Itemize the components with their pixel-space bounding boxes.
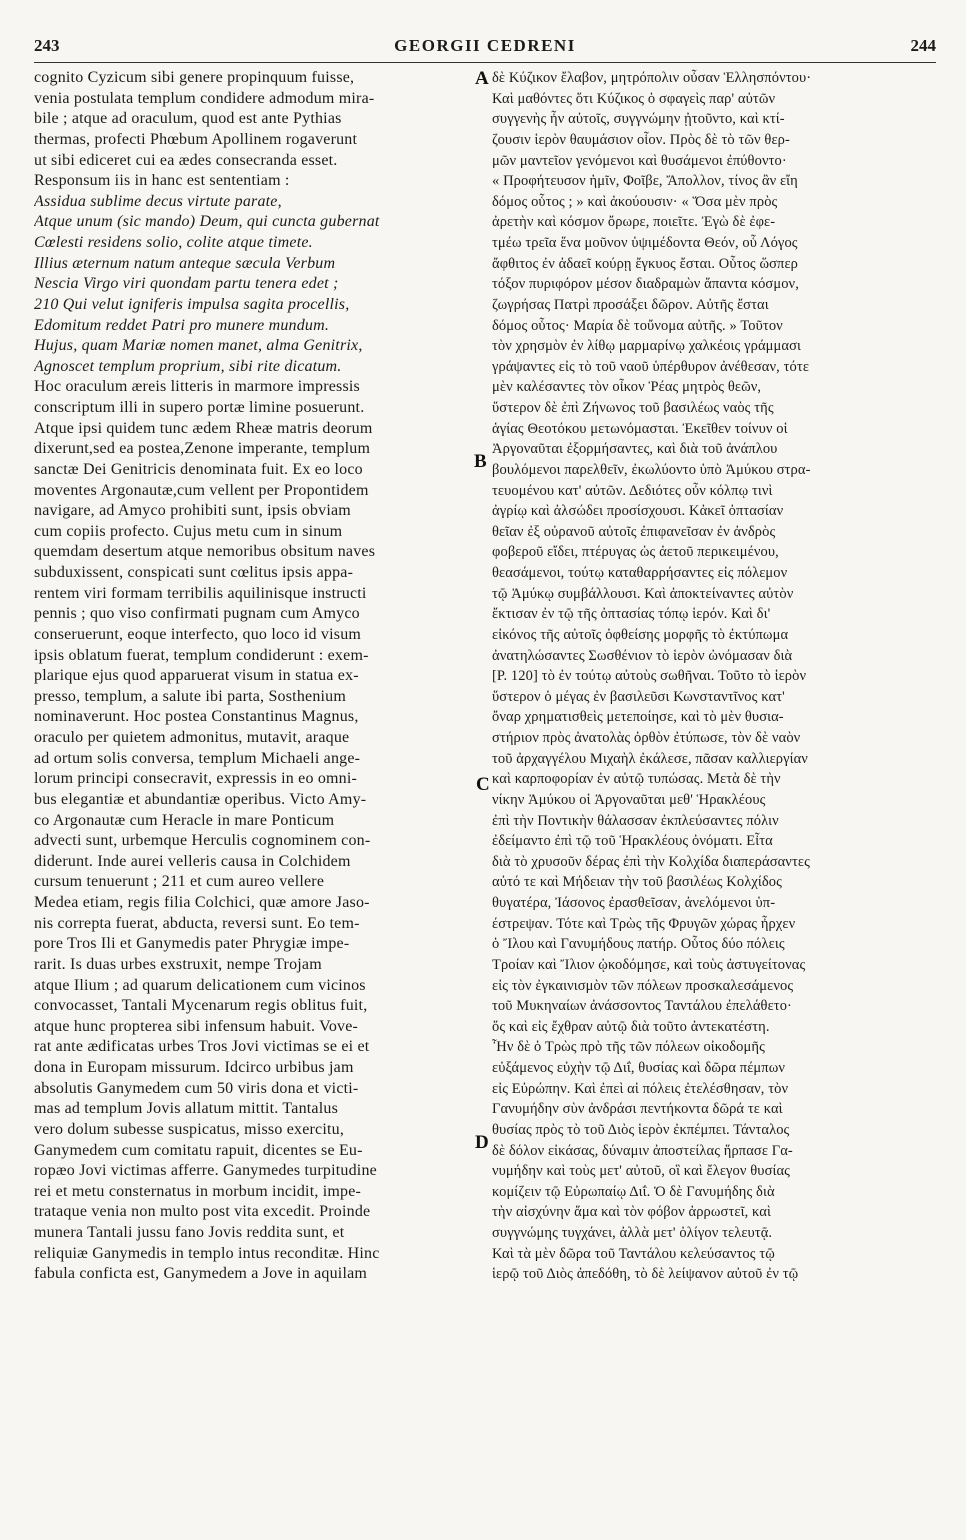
greek-text-line: ἀρετὴν καὶ κόσμον ὄρωρε, ποιεῖτε. Ἐγὼ δὲ ἐφε- <box>492 214 776 231</box>
latin-text-line: atque Ilium ; ad quarum delicationem cum vicinos <box>34 976 366 994</box>
greek-text-line: ὕστερον ὁ μέγας ἐν βασιλεῦσι Κωνσταντῖνος κατ' <box>492 688 785 705</box>
latin-text-line: Responsum iis in hanc est sententiam : <box>34 172 290 190</box>
greek-text-line: ἀγρίῳ καὶ ἀλσώδει προσίσχουσι. Κἀκεῖ ὀπτασίαν <box>492 503 784 520</box>
page-header <box>34 36 936 58</box>
greek-text-line: έστρεψαν. Τότε καὶ Τρὼς τῆς Φρυγῶν χώρας ἦρχεν <box>492 915 796 932</box>
latin-text-line: quemdam desertum atque nemoribus obsitum naves <box>34 543 376 561</box>
latin-text-line: fabula conficta est, Ganymedem a Jove in aquilam <box>34 1265 368 1283</box>
margin-letter-d: D <box>475 1132 489 1153</box>
latin-text-line: rentem viri formam terribilis aquilinisque instructi <box>34 584 367 602</box>
latin-text-line: ipsis oblatum fuerat, templum condiderunt : exem- <box>34 646 369 664</box>
greek-text-line: « Προφήτευσον ἡμῖν, Φοῖβε, Ἄπολλον, τίνος ἂν εἴη <box>492 173 798 190</box>
greek-text-line: ὅς καὶ εἰς ἔχθραν αὐτῷ διὰ τοῦτο ἀντεκατέστη. <box>492 1018 770 1035</box>
latin-text-line: Hujus, quam Mariæ nomen manet, alma Genitrix, <box>34 337 363 355</box>
latin-text-line: dixerunt,sed ea postea,Zenone imperante, templum <box>34 440 371 458</box>
greek-text-line: εὐξάμενος εὐχὴν τῷ Διΐ, θυσίας καὶ δῶρα πέμπων <box>492 1060 786 1076</box>
greek-text-line: ὁ Ἴλου καὶ Γανυμήδους πατήρ. Οὗτος δύο πόλεις <box>492 936 785 953</box>
greek-text-line: συγγενὴς ἦν αὐτοῖς, συγγνώμην ᾐτοῦντο, καὶ κτί- <box>492 111 785 128</box>
greek-text-line: θυσίας πρὸς τὸ τοῦ Διὸς ἱερὸν ἐκπέμπει. Τάνταλος <box>492 1121 790 1138</box>
greek-text-line: τόξον πυριφόρον μέσον διαδραμὼν ἅπαντα κόσμον, <box>492 276 799 293</box>
greek-text-line: διὰ τὸ χρυσοῦν δέρας ἐπὶ τὴν Κολχίδα διαπεράσαντες <box>492 853 810 870</box>
latin-text-line: bile ; atque ad oraculum, quod est ante Pythias <box>34 110 342 128</box>
latin-text-line: 210 Qui velut igniferis impulsa sagita procellis, <box>34 295 350 313</box>
greek-text-line: μῶν μαντεῖον γενόμενοι καὶ θυσάμενοι ἐπύθοντο· <box>492 152 787 169</box>
greek-text-line: τευομένου κατ' αὐτῶν. Δεδιότες οὖν κόλπῳ τινὶ <box>492 482 773 499</box>
margin-letter-c: C <box>476 774 490 795</box>
latin-text-line: munera Tantali jussu fano Jovis reddita sunt, et <box>34 1224 345 1241</box>
greek-text-line: θεῖαν ἐξ οὐρανοῦ αὐτοῖς ἐπιφανεῖσαν ἐν ἀνδρὸς <box>492 523 776 540</box>
greek-text-line: καὶ καρποφορίαν ἐν αὐτῷ τυπώσας. Μετὰ δὲ τὴν <box>492 771 781 788</box>
latin-text-line: ut sibi ediceret cui ea ædes consecranda esset. <box>34 151 338 169</box>
latin-text-line: advecti sunt, urbemque Herculis cognominem con- <box>34 832 371 850</box>
greek-text-line: Ἀργοναῦται ἐξορμήσαντες, καὶ διὰ τοῦ ἀνάπλου <box>492 441 778 458</box>
greek-text-line: Καὶ μαθόντες ὅτι Κύζικος ὁ σφαγεὶς παρ' αὐτῶν <box>492 90 776 107</box>
greek-text-line: ὕστερον δὲ ἐπὶ Ζήνωνος τοῦ βασιλέως ναὸς τῆς <box>492 400 774 416</box>
latin-text-line: sanctæ Dei Genitricis denominata fuit. Ex eo loco <box>34 460 363 478</box>
latin-text-line: oraculo per quietem admonitus, mutavit, araque <box>34 729 350 746</box>
greek-text-line: δόμος οὗτος· Μαρία δὲ τοὔνομα αὐτῆς. » Τοῦτον <box>492 317 783 334</box>
greek-text-line: ἐδείμαντο ἐπὶ τῷ τοῦ Ἡρακλέους ὀνόματι. Εἶτα <box>492 833 773 850</box>
latin-text-line: conseruerunt, eoque interfecto, quo loco id visum <box>34 625 362 643</box>
greek-text-line: Ἦν δὲ ὁ Τρὼς πρὸ τῆς τῶν πόλεων οἰκοδομῆς <box>492 1039 765 1056</box>
greek-text-line: ἀνατηλώσαντες Σωσθένιον τὸ ἱερὸν ὠνόμασαν διὰ <box>492 647 793 664</box>
greek-text-line: ζωγρήσας Πατρὶ προσάξει δῶρον. Αὐτῆς ἔσται <box>492 296 769 313</box>
latin-text-line: rarit. Is duas urbes exstruxit, nempe Trojam <box>34 955 322 973</box>
latin-text-line: Cœlesti residens solio, colite atque timete. <box>34 234 313 251</box>
greek-text-line: ἄφθιτος ἐν ἀδαεῖ κούρῃ ἔγκυος ἔσται. Οὗτος ὥσπερ <box>492 255 799 272</box>
latin-text-line: trataque venia non multo post vita excedit. Proinde <box>34 1203 371 1221</box>
latin-text-line: diderunt. Inde aurei velleris causa in Colchidem <box>34 852 351 870</box>
greek-text-line: ὄναρ χρηματισθεὶς μετεποίησε, καὶ τὸ μὲν θυσια- <box>492 709 784 726</box>
latin-text-line: presso, templum, a salute ibi parta, Sosthenium <box>34 687 347 705</box>
latin-text-line: vero dolum subesse suspicatus, misso exercitu, <box>34 1120 345 1138</box>
latin-text-line: thermas, profecti Phœbum Apollinem rogaverunt <box>34 130 358 148</box>
margin-letter-a: A <box>475 68 489 89</box>
greek-text-line: βουλόμενοι παρελθεῖν, ἐκωλύοντο ὑπὸ Ἀμύκου στρα- <box>492 461 811 478</box>
greek-text-line: ἁγίας Θεοτόκου μετωνόμασται. Ἐκεῖθεν τοίνυν οἱ <box>492 420 788 437</box>
latin-text-line: bus elegantiæ et abundantiæ operibus. Victo Amy- <box>34 790 367 808</box>
latin-text-line: pennis ; quo viso confirmati pugnam cum Amyco <box>34 605 360 623</box>
greek-text-line: στήριον πρὸς ἀνατολὰς ὀρθὸν ἐτύπωσε, τὸν δὲ ναὸν <box>492 730 801 746</box>
latin-text-line: dona in Europam missurum. Idcirco urbibus jam <box>34 1059 354 1076</box>
greek-text-line: αὐτό τε καὶ Μήδειαν τὴν τοῦ βασιλέως Κολχίδος <box>492 874 783 891</box>
page-number-right: 244 <box>910 36 936 55</box>
latin-text-line: nominaverunt. Hoc postea Constantinus Magnus, <box>34 708 359 726</box>
greek-column <box>492 68 940 1285</box>
latin-text-line: lorum principi consecravit, expressis in eo omni- <box>34 770 358 788</box>
greek-text-line: μὲν καλέσαντες τὸν οἶκον Ῥέας μητρὸς θεῶν, <box>492 379 762 396</box>
latin-text-line: pore Tros Ili et Ganymedis pater Phrygiæ impe- <box>34 935 350 953</box>
latin-text-line: Atque ipsi quidem tunc ædem Rheæ matris deorum <box>34 419 373 437</box>
latin-text-line: ad ortum solis conversa, templum Michaeli ange- <box>34 749 361 767</box>
greek-text-line: φοβεροῦ εἴδει, πτέρυγας ὡς ἀετοῦ περικειμένου, <box>492 544 779 561</box>
greek-text-line: ἐπὶ τὴν Ποντικὴν θάλασσαν ἐκπλεύσαντες πόλιν <box>492 812 779 829</box>
greek-text-line: συγγνώμης τυγχάνει, ἀλλὰ μετ' ὀλίγον τελευτᾷ. <box>492 1225 773 1241</box>
latin-text-line: Edomitum reddet Patri pro munere mundum. <box>34 316 330 334</box>
greek-text-line: τὴν αἰσχύνην ἅμα καὶ τὸν φόβον ἀρρωστεῖ, καὶ <box>492 1204 771 1221</box>
page-number-left: 243 <box>34 36 60 55</box>
latin-text-line: Ganymedem cum comitatu rapuit, dicentes se Eu- <box>34 1141 363 1159</box>
latin-text-line: rat ante ædificatas urbes Tros Jovi victimas se ei et <box>34 1038 370 1056</box>
greek-text-line: γράψαντες εἰς τὸ τοῦ ναοῦ ὑπέρθυρον ἀνέθεσαν, τότε <box>492 358 810 375</box>
margin-letter-b: B <box>474 451 487 472</box>
greek-text-line: τοῦ Μυκηναίων ἀνάσσοντος Ταντάλου ἐπελάθετο· <box>492 998 792 1015</box>
greek-text-line: ἔκτισαν ἐν τῷ τῆς ὀπτασίας τόπῳ ἱερόν. Καὶ δι' <box>492 606 771 623</box>
greek-text-line: τὸν χρησμὸν ἐν λίθῳ μαρμαρίνῳ χαλκέοις γράμμασι <box>492 338 802 355</box>
latin-text-line: conscriptum illi in supero portæ limine posuerunt. <box>34 399 365 416</box>
greek-text-line: νυμήδην καὶ τοὺς μετ' αὐτοῦ, οἳ καὶ ἔλεγον θυσίας <box>492 1163 791 1180</box>
latin-text-line: Nescia Virgo viri quondam partu tenera edet ; <box>34 275 339 293</box>
greek-text-line: εἰς Εὐρώπην. Καὶ ἐπεὶ αἱ πόλεις ἐτελέσθησαν, τὸν <box>492 1080 789 1097</box>
greek-text-line: Τροίαν καὶ Ἴλιον ᾠκοδόμησε, καὶ τοὺς ἀστυγείτονας <box>492 956 806 973</box>
latin-text-line: Medea etiam, regis filia Colchici, quæ amore Jaso- <box>34 894 370 911</box>
greek-text-line: τμέω τρεῖα ἕνα μοῦνον ὑψιμέδοντα Θεόν, οὗ Λόγος <box>492 235 798 251</box>
greek-text-line: Καὶ τὰ μὲν δῶρα τοῦ Ταντάλου κελεύσαντος τῷ <box>492 1245 775 1262</box>
latin-text-line: ropæo Jovi victimas afferre. Ganymedes turpitudine <box>34 1162 377 1180</box>
header-rule <box>34 62 936 63</box>
latin-text-line: reliquiæ Ganymedis in templo intus reconditæ. Hinc <box>34 1244 380 1262</box>
latin-text-line: moventes Argonautæ,cum vellent per Propontidem <box>34 481 369 499</box>
latin-text-line: convocasset, Tantali Mycenarum regis oblitus fuit, <box>34 997 368 1015</box>
latin-text-line: nis correpta fuerat, abducta, reversi sunt. Eo tem- <box>34 914 360 932</box>
latin-text-line: subduxissent, conspicati sunt cœlitus ipsis appa- <box>34 564 354 581</box>
greek-text-line: [P. 120] τὸ ἐν τούτῳ αὐτοὺς σωθῆναι. Τοῦτο τὸ ἱερὸν <box>492 668 807 685</box>
latin-text-line: cursum tenuerunt ; 211 et cum aureo vellere <box>34 873 325 891</box>
greek-text-line: θεασάμενοι, τούτῳ καταθαρρήσαντες εἰς πόλεμον <box>492 565 788 581</box>
greek-text-line: ἱερῷ τοῦ Διὸς ἀπεδόθη, τὸ δὲ λείψανον αὐτοῦ ἐν τῷ <box>492 1266 799 1283</box>
greek-text-line: Γανυμήδην σὺν ἀνδράσι πεντήκοντα δῶρά τε καὶ <box>492 1101 783 1118</box>
latin-text-line: Assidua sublime decus virtute parate, <box>34 192 282 210</box>
latin-text-line: Hoc oraculum æreis litteris in marmore impressis <box>34 378 360 396</box>
greek-text-line: εἰκόνος τῆς αὐτοῖς ὀφθείσης μορφῆς τὸ ἐκτύπωμα <box>492 626 789 643</box>
greek-text-line: δὲ Κύζικον ἔλαβον, μητρόπολιν οὖσαν Ἑλλησπόντου· <box>492 70 812 86</box>
latin-text-line: rei et metu consternatus in morbum incidit, impe- <box>34 1182 362 1200</box>
latin-text-line: Agnoscet templum proprium, sibi rite dicatum. <box>34 357 342 375</box>
greek-text-line: κομίζειν τῷ Εὐρωπαίῳ Διΐ. Ὁ δὲ Γανυμήδης διὰ <box>492 1183 775 1200</box>
running-title: GEORGII CEDRENI <box>394 36 576 55</box>
latin-text-line: plarique ejus quod apparuerat visum in statua ex- <box>34 667 359 685</box>
greek-text-line: εἰς τὸν ἐγκαινισμὸν τῶν πόλεων προσκαλεσάμενος <box>492 977 794 994</box>
latin-text-line: mas ad templum Jovis allatum mittit. Tantalus <box>34 1100 338 1118</box>
latin-text-line: cognito Cyzicum sibi genere propinquum fuisse, <box>34 69 355 86</box>
latin-text-line: atque hunc propterea sibi infensum habuit. Vove- <box>34 1017 359 1035</box>
greek-text-line: τοῦ ἀρχαγγέλου Μιχαὴλ ἐκάλεσε, πᾶσαν καλλιεργίαν <box>492 750 808 767</box>
greek-text-line: τῷ Ἀμύκῳ συμβάλλουσι. Καὶ ἀποκτείναντες αὐτὸν <box>492 585 794 602</box>
latin-text-line: venia postulata templum condidere admodum mira- <box>34 89 375 107</box>
latin-text-line: absolutis Ganymedem cum 50 viris dona et victi- <box>34 1079 359 1097</box>
latin-text-line: cum copiis profecto. Cujus metu cum in sinum <box>34 522 343 540</box>
greek-text-line: ζουσιν ἱερὸν θαυμάσιον οἷον. Πρὸς δὲ τὸ τῶν θερ- <box>492 131 790 148</box>
greek-text-line: δόμος οὗτος ; » καὶ ἀκούουσιν· « Ὅσα μὲν πρὸς <box>492 193 778 210</box>
greek-text-line: νίκην Ἀμύκου οἱ Ἀργοναῦται μεθ' Ἡρακλέους <box>492 791 766 808</box>
greek-text-line: θυγατέρα, Ἰάσονος ἐρασθεῖσαν, ἀνελόμενοι ὑπ- <box>492 895 776 911</box>
latin-text-line: Illius æternum natum anteque sæcula Verbum <box>34 254 336 272</box>
latin-column <box>34 68 474 1285</box>
latin-text-line: co Argonautæ cum Heracle in mare Ponticum <box>34 811 335 829</box>
latin-text-line: navigare, ad Amyco prohibiti sunt, ipsis obviam <box>34 502 351 520</box>
latin-text-line: Atque unum (sic mando) Deum, qui cuncta gubernat <box>34 213 380 231</box>
greek-text-line: δὲ δόλον εἰκάσας, δύναμιν ἀποστείλας ἥρπασε Γα- <box>492 1142 793 1159</box>
